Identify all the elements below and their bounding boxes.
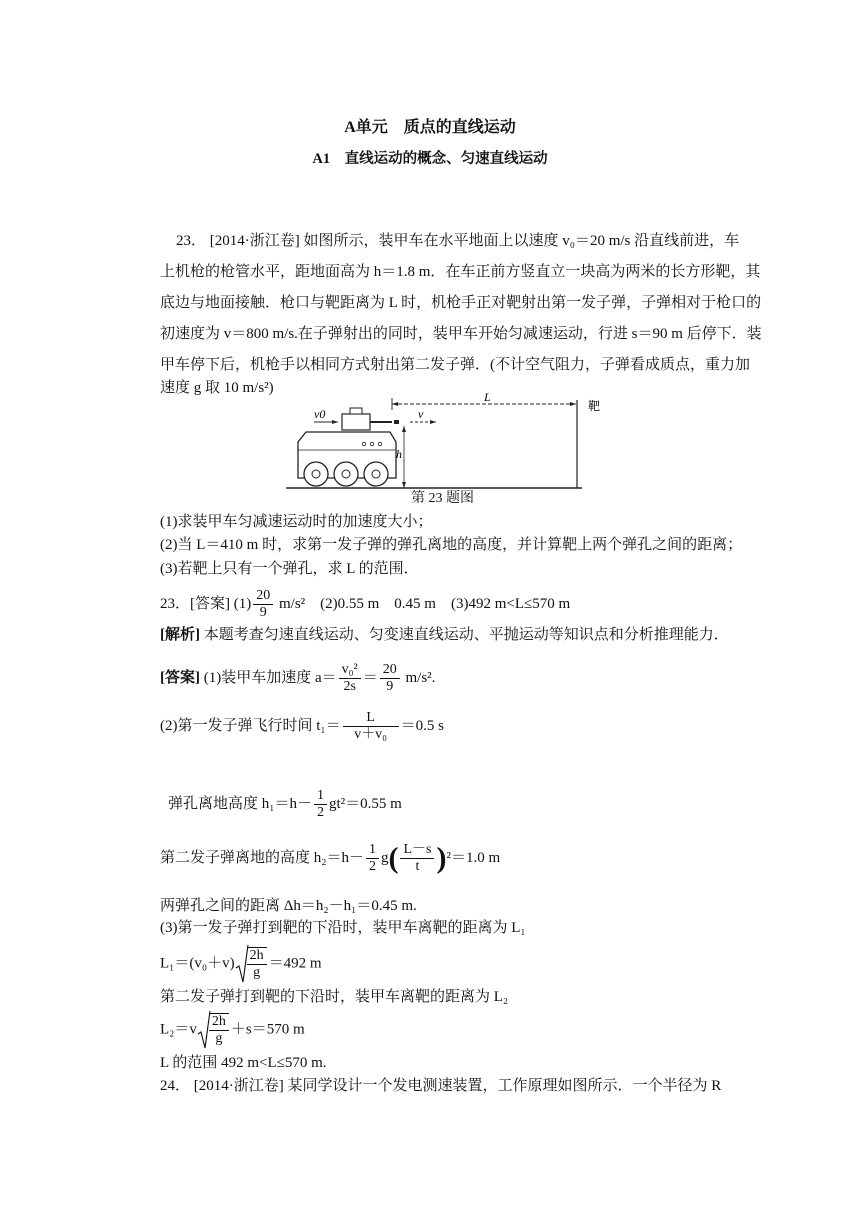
right-paren: ) xyxy=(436,841,447,875)
s9-sqrt xyxy=(197,1010,231,1050)
s1-frac2-num: 20 xyxy=(380,662,400,679)
answer-prefix: 23．[答案] (1) xyxy=(160,595,252,612)
s2-result: ＝0.5 s xyxy=(400,717,444,734)
q23-line-3: 底边与地面接触．枪口与靶距离为 L 时，机枪手正对靶射出第一发子弹，子弹相对于枪口的 xyxy=(160,295,762,311)
solution-step-3 xyxy=(168,788,402,821)
label-h: h xyxy=(396,447,402,461)
s4-inner-fraction xyxy=(400,842,434,875)
s1-fraction-2 xyxy=(380,662,400,695)
solution-label: [答案] xyxy=(160,669,200,686)
s7-prefix: L₁＝(v₀＋v) xyxy=(160,955,235,972)
unit-title: A单元 质点的直线运动 xyxy=(344,119,516,136)
s7-sqrt xyxy=(235,944,269,984)
label-v0: v0 xyxy=(314,407,326,421)
s3-frac-den: 2 xyxy=(316,805,324,820)
s1-eq: ＝ xyxy=(362,669,378,686)
solution-step-1 xyxy=(160,662,435,695)
analysis-text: 本题考查匀速直线运动、匀变速直线运动、平抛运动等知识点和分析推理能力． xyxy=(200,627,729,643)
label-v: v xyxy=(418,407,424,421)
section-title: A1 直线运动的概念、匀速直线运动 xyxy=(312,151,548,167)
s4-result: ²＝1.0 m xyxy=(446,849,501,866)
s4-inner-den: t xyxy=(415,859,420,874)
solution-step-6: (3)第一发子弹打到靶的下沿时，装甲车离靶的距离为 L₁ xyxy=(160,920,526,936)
analysis-label: [解析] xyxy=(160,627,200,643)
s1-unit: m/s². xyxy=(401,669,436,686)
s2-fraction xyxy=(343,710,399,743)
s9-sqrt-den: g xyxy=(215,1031,223,1046)
s4-inner-num: L－s xyxy=(400,842,434,859)
s4-text: 第二发子弹离地的高度 h₂＝h－ xyxy=(160,849,364,866)
s2-frac-num: L xyxy=(343,710,399,727)
figure-caption: 第 23 题图 xyxy=(411,491,474,506)
q23-part-3: (3)若靶上只有一个弹孔，求 L 的范围． xyxy=(160,561,419,577)
solution-step-7 xyxy=(160,944,322,984)
s4-fraction xyxy=(366,842,379,875)
s9-result: ＋s＝570 m xyxy=(230,1021,305,1038)
s4-g: g xyxy=(380,849,389,866)
s9-prefix: L₂＝v xyxy=(160,1021,197,1038)
q23-line-2: 上机枪的枪管水平，距地面高为 h＝1.8 m．在车正前方竖直立一块高为两米的长方形靶，其 xyxy=(160,264,761,280)
answer-line xyxy=(160,588,570,621)
s3-fraction xyxy=(314,788,327,821)
label-target: 靶 xyxy=(588,399,601,413)
s3-text: 弹孔离地高度 h₁＝h－ xyxy=(168,795,312,812)
s1-frac1-num: v₀² xyxy=(339,662,361,679)
left-paren: ( xyxy=(388,841,399,875)
answer-frac-den: 9 xyxy=(259,605,267,620)
s4-frac-num: 1 xyxy=(366,842,379,859)
s1-fraction-1 xyxy=(339,662,361,695)
answer-fraction xyxy=(253,588,273,621)
s4-frac-den: 2 xyxy=(368,859,376,874)
s1-frac1-den: 2s xyxy=(343,679,356,694)
solution-step-9 xyxy=(160,1010,305,1050)
solution-step-10: L 的范围 492 m<L≤570 m. xyxy=(160,1055,327,1071)
s3-frac-num: 1 xyxy=(314,788,327,805)
q24-line-1: 24． [2014·浙江卷] 某同学设计一个发电测速装置，工作原理如图所示．一个半径为 R xyxy=(160,1078,722,1094)
s3-result: gt²＝0.55 m xyxy=(328,795,402,812)
s7-result: ＝492 m xyxy=(268,955,322,972)
s7-sqrt-den: g xyxy=(253,965,261,980)
s9-sqrt-num: 2h xyxy=(209,1014,229,1031)
answer-frac-num: 20 xyxy=(253,588,273,605)
s2-text: (2)第一发子弹飞行时间 t₁＝ xyxy=(160,717,341,734)
analysis-line xyxy=(160,626,729,644)
q23-line-4: 初速度为 v＝800 m/s.在子弹射出的同时，装甲车开始匀减速运动，行进 s＝90 m 后停下．装 xyxy=(160,326,762,342)
solution-step-4 xyxy=(160,842,500,875)
s7-sqrt-num: 2h xyxy=(247,948,267,965)
solution-step-2 xyxy=(160,710,444,743)
s1-frac2-den: 9 xyxy=(386,679,394,694)
tank-target-figure xyxy=(286,392,606,502)
q23-line-1: 23． [2014·浙江卷] 如图所示，装甲车在水平地面上以速度 v₀＝20 m/s 沿直线前进，车 xyxy=(176,233,740,249)
answer-rest: m/s² (2)0.55 m 0.45 m (3)492 m<L≤570 m xyxy=(275,595,571,612)
label-L: L xyxy=(484,392,491,404)
solution-step-5: 两弹孔之间的距离 Δh＝h₂－h₁＝0.45 m. xyxy=(160,898,417,914)
solution-step-8: 第二发子弹打到靶的下沿时，装甲车离靶的距离为 L₂ xyxy=(160,989,509,1005)
s2-frac-den: v＋v₀ xyxy=(354,727,388,742)
q23-part-2: (2)当 L＝410 m 时，求第一发子弹的弹孔离地的高度，并计算靶上两个弹孔之间的距离； xyxy=(160,537,743,553)
s1-text: (1)装甲车加速度 a＝ xyxy=(200,669,337,686)
q23-line-5: 甲车停下后，机枪手以相同方式射出第二发子弹．(不计空气阻力，子弹看成质点，重力加 xyxy=(160,357,750,373)
q23-line-6: 速度 g 取 10 m/s²) xyxy=(160,380,274,396)
q23-part-1: (1)求装甲车匀减速运动时的加速度大小； xyxy=(160,514,433,530)
